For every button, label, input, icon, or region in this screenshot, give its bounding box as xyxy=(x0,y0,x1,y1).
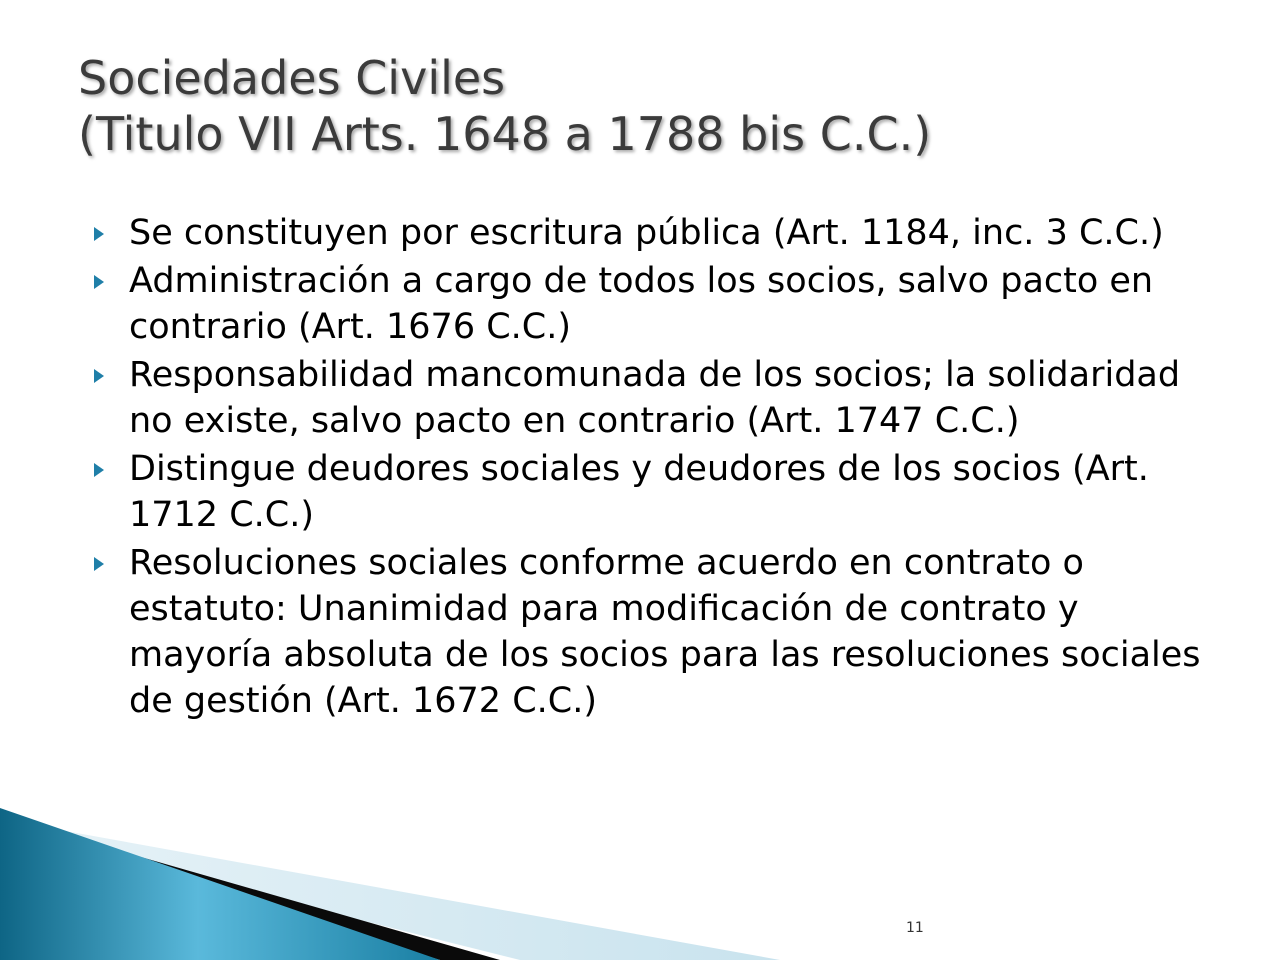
swoosh-teal-band xyxy=(0,808,440,960)
bullet-item xyxy=(92,210,1232,256)
slide-title-line-1: Sociedades Civiles xyxy=(78,51,506,105)
decorative-swoosh xyxy=(0,790,1280,960)
bullet-text: Resoluciones sociales conforme acuerdo en contrato o estatuto: Unanimidad para modificación de contrato y mayoría absoluta de los socios para las resoluciones sociales de gestión (Art. 1672 C.C.) xyxy=(129,543,1201,721)
bullet-triangle-icon xyxy=(92,210,108,256)
bullet-text: Administración a cargo de todos los socios, salvo pacto en contrario (Art. 1676 C.C.) xyxy=(129,261,1154,347)
bullet-item xyxy=(92,352,1232,444)
bullet-text: Responsabilidad mancomunada de los socios; la solidaridad no existe, salvo pacto en contrario (Art. 1747 C.C.) xyxy=(129,355,1181,441)
bullet-item xyxy=(92,258,1232,350)
slide-title-line-2: (Titulo VII Arts. 1648 a 1788 bis C.C.) xyxy=(78,107,932,161)
bullet-text: Se constituyen por escritura pública (Art. 1184, inc. 3 C.C.) xyxy=(129,213,1164,253)
slide-title xyxy=(78,50,1228,162)
bullet-item xyxy=(92,540,1232,724)
page-number: 11 xyxy=(906,920,924,936)
bullet-list xyxy=(92,210,1232,726)
bullet-text: Distingue deudores sociales y deudores de los socios (Art. 1712 C.C.) xyxy=(129,449,1149,535)
bullet-triangle-icon xyxy=(92,540,108,586)
bullet-triangle-icon xyxy=(92,258,108,304)
bullet-triangle-icon xyxy=(92,352,108,398)
bullet-triangle-icon xyxy=(92,446,108,492)
bullet-item xyxy=(92,446,1232,538)
